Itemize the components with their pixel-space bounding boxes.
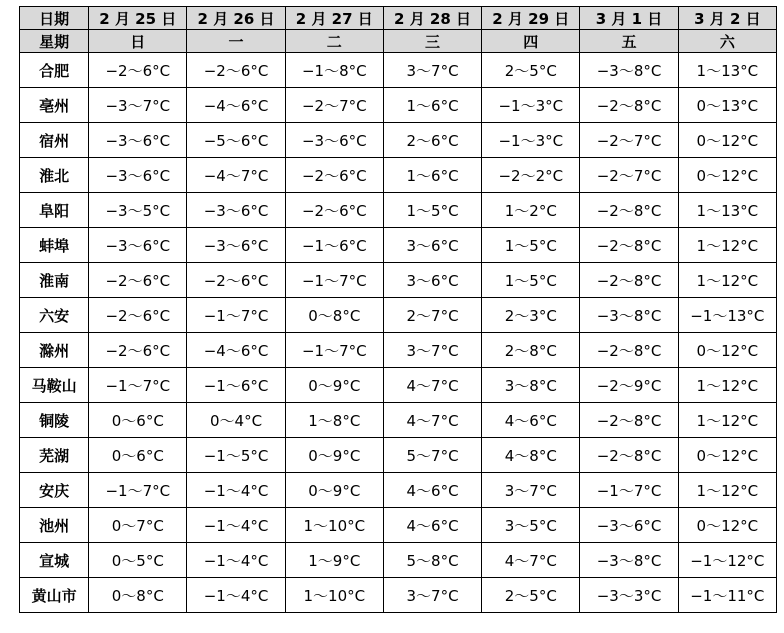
temperature-cell: 0～7°C — [89, 508, 187, 543]
temperature-cell: −2～6°C — [89, 333, 187, 368]
city-name-cell: 芜湖 — [20, 438, 89, 473]
temperature-cell: 2～5°C — [482, 578, 580, 613]
temperature-cell: 2～3°C — [482, 298, 580, 333]
temperature-cell: −1～4°C — [187, 508, 285, 543]
temperature-cell: 1～13°C — [678, 53, 776, 88]
city-name-cell: 六安 — [20, 298, 89, 333]
temperature-cell: 1～5°C — [383, 193, 481, 228]
temperature-cell: 0～12°C — [678, 158, 776, 193]
temperature-cell: −3～6°C — [187, 193, 285, 228]
temperature-cell: −2～6°C — [187, 53, 285, 88]
temperature-cell: 0～5°C — [89, 543, 187, 578]
city-name-cell: 铜陵 — [20, 403, 89, 438]
temperature-cell: 0～12°C — [678, 438, 776, 473]
temperature-cell: 3～7°C — [383, 578, 481, 613]
city-name-cell: 蚌埠 — [20, 228, 89, 263]
city-name-cell: 宣城 — [20, 543, 89, 578]
temperature-cell: 3～5°C — [482, 508, 580, 543]
table-row — [20, 403, 777, 438]
date-header-row — [20, 7, 777, 30]
temperature-cell: −1～6°C — [285, 228, 383, 263]
date-header-cell: 3 月 1 日 — [580, 7, 678, 30]
temperature-cell: −2～8°C — [580, 88, 678, 123]
temperature-cell: −2～6°C — [285, 158, 383, 193]
temperature-cell: 5～7°C — [383, 438, 481, 473]
weekday-header-cell: 一 — [187, 30, 285, 53]
temperature-cell: −1～3°C — [482, 88, 580, 123]
weekday-header-cell: 三 — [383, 30, 481, 53]
temperature-cell: 1～8°C — [285, 403, 383, 438]
date-header-cell: 2 月 29 日 — [482, 7, 580, 30]
temperature-cell: −1～4°C — [187, 473, 285, 508]
weekday-header-cell: 六 — [678, 30, 776, 53]
temperature-cell: −1～7°C — [89, 473, 187, 508]
temperature-cell: 1～6°C — [383, 88, 481, 123]
temperature-cell: 1～10°C — [285, 578, 383, 613]
temperature-cell: −3～8°C — [580, 298, 678, 333]
temperature-cell: 1～2°C — [482, 193, 580, 228]
temperature-cell: −1～7°C — [580, 473, 678, 508]
temperature-cell: −1～4°C — [187, 578, 285, 613]
temperature-cell: −2～8°C — [580, 263, 678, 298]
date-header-cell: 2 月 27 日 — [285, 7, 383, 30]
temperature-cell: −1～4°C — [187, 543, 285, 578]
temperature-cell: −5～6°C — [187, 123, 285, 158]
temperature-cell: −1～13°C — [678, 298, 776, 333]
temperature-cell: −3～6°C — [285, 123, 383, 158]
temperature-cell: −3～7°C — [89, 88, 187, 123]
temperature-cell: −2～9°C — [580, 368, 678, 403]
temperature-cell: 3～6°C — [383, 228, 481, 263]
table-row — [20, 53, 777, 88]
temperature-cell: −2～6°C — [89, 53, 187, 88]
temperature-cell: −2～8°C — [580, 403, 678, 438]
table-row — [20, 508, 777, 543]
temperature-cell: 4～6°C — [482, 403, 580, 438]
temperature-cell: 4～6°C — [383, 508, 481, 543]
temperature-cell: 1～12°C — [678, 228, 776, 263]
table-row — [20, 298, 777, 333]
temperature-cell: −3～3°C — [580, 578, 678, 613]
date-header-cell: 3 月 2 日 — [678, 7, 776, 30]
temperature-cell: 3～7°C — [383, 53, 481, 88]
temperature-cell: −4～7°C — [187, 158, 285, 193]
city-name-cell: 亳州 — [20, 88, 89, 123]
temperature-cell: 3～6°C — [383, 263, 481, 298]
temperature-cell: −4～6°C — [187, 333, 285, 368]
weather-forecast-table — [19, 6, 777, 613]
temperature-cell: −2～6°C — [89, 263, 187, 298]
date-header-cell: 2 月 28 日 — [383, 7, 481, 30]
temperature-cell: −2～6°C — [89, 298, 187, 333]
table-row — [20, 263, 777, 298]
temperature-cell: −1～6°C — [187, 368, 285, 403]
temperature-cell: 0～13°C — [678, 88, 776, 123]
temperature-cell: 1～6°C — [383, 158, 481, 193]
temperature-cell: −2～8°C — [580, 333, 678, 368]
temperature-cell: 5～8°C — [383, 543, 481, 578]
table-row — [20, 438, 777, 473]
temperature-cell: −1～7°C — [89, 368, 187, 403]
temperature-cell: −2～8°C — [580, 228, 678, 263]
temperature-cell: −2～7°C — [580, 158, 678, 193]
temperature-cell: −3～6°C — [89, 158, 187, 193]
weekday-header-cell: 五 — [580, 30, 678, 53]
temperature-cell: −3～6°C — [89, 228, 187, 263]
temperature-cell: 4～7°C — [383, 368, 481, 403]
temperature-cell: −2～7°C — [580, 123, 678, 158]
temperature-cell: 0～12°C — [678, 333, 776, 368]
city-name-cell: 阜阳 — [20, 193, 89, 228]
temperature-cell: 0～9°C — [285, 473, 383, 508]
temperature-cell: 1～12°C — [678, 368, 776, 403]
temperature-cell: 4～7°C — [482, 543, 580, 578]
temperature-cell: −2～2°C — [482, 158, 580, 193]
temperature-cell: 2～5°C — [482, 53, 580, 88]
temperature-cell: 0～8°C — [285, 298, 383, 333]
city-name-cell: 滁州 — [20, 333, 89, 368]
city-name-cell: 淮北 — [20, 158, 89, 193]
weekday-header-label: 星期 — [20, 30, 89, 53]
temperature-cell: 1～12°C — [678, 473, 776, 508]
city-name-cell: 合肥 — [20, 53, 89, 88]
table-row — [20, 158, 777, 193]
date-header-cell: 2 月 26 日 — [187, 7, 285, 30]
table-row — [20, 123, 777, 158]
weekday-header-cell: 四 — [482, 30, 580, 53]
temperature-cell: 0～9°C — [285, 438, 383, 473]
weekday-header-row — [20, 30, 777, 53]
temperature-cell: 2～8°C — [482, 333, 580, 368]
city-name-cell: 黄山市 — [20, 578, 89, 613]
city-name-cell: 安庆 — [20, 473, 89, 508]
temperature-cell: −4～6°C — [187, 88, 285, 123]
table-row — [20, 473, 777, 508]
temperature-cell: −1～7°C — [285, 263, 383, 298]
weekday-header-cell: 二 — [285, 30, 383, 53]
table-row — [20, 193, 777, 228]
temperature-cell: −2～8°C — [580, 438, 678, 473]
temperature-cell: 1～10°C — [285, 508, 383, 543]
temperature-cell: −3～6°C — [580, 508, 678, 543]
temperature-cell: 0～8°C — [89, 578, 187, 613]
temperature-cell: −1～11°C — [678, 578, 776, 613]
temperature-cell: 0～9°C — [285, 368, 383, 403]
temperature-cell: −2～6°C — [285, 193, 383, 228]
date-header-cell: 2 月 25 日 — [89, 7, 187, 30]
temperature-cell: −2～8°C — [580, 193, 678, 228]
temperature-cell: 0～4°C — [187, 403, 285, 438]
temperature-cell: 1～9°C — [285, 543, 383, 578]
temperature-cell: −1～8°C — [285, 53, 383, 88]
date-header-label: 日期 — [20, 7, 89, 30]
temperature-cell: 0～6°C — [89, 403, 187, 438]
table-row — [20, 368, 777, 403]
temperature-cell: 4～8°C — [482, 438, 580, 473]
temperature-cell: 4～6°C — [383, 473, 481, 508]
city-name-cell: 池州 — [20, 508, 89, 543]
city-name-cell: 宿州 — [20, 123, 89, 158]
table-row — [20, 88, 777, 123]
temperature-cell: 3～7°C — [383, 333, 481, 368]
temperature-cell: 2～7°C — [383, 298, 481, 333]
temperature-cell: −3～5°C — [89, 193, 187, 228]
temperature-cell: 0～12°C — [678, 508, 776, 543]
table-row — [20, 578, 777, 613]
temperature-cell: 2～6°C — [383, 123, 481, 158]
city-name-cell: 马鞍山 — [20, 368, 89, 403]
temperature-cell: 1～12°C — [678, 403, 776, 438]
table-row — [20, 228, 777, 263]
temperature-cell: 0～6°C — [89, 438, 187, 473]
temperature-cell: 1～12°C — [678, 263, 776, 298]
temperature-cell: −1～7°C — [187, 298, 285, 333]
temperature-cell: 0～12°C — [678, 123, 776, 158]
temperature-cell: 4～7°C — [383, 403, 481, 438]
temperature-cell: 1～5°C — [482, 228, 580, 263]
temperature-cell: −1～7°C — [285, 333, 383, 368]
temperature-cell: −2～7°C — [285, 88, 383, 123]
temperature-cell: 3～8°C — [482, 368, 580, 403]
table-row — [20, 543, 777, 578]
temperature-cell: −1～5°C — [187, 438, 285, 473]
table-row — [20, 333, 777, 368]
temperature-cell: −2～6°C — [187, 263, 285, 298]
temperature-cell: −1～3°C — [482, 123, 580, 158]
temperature-cell: −3～8°C — [580, 543, 678, 578]
temperature-cell: 1～13°C — [678, 193, 776, 228]
temperature-cell: −3～6°C — [89, 123, 187, 158]
temperature-cell: 1～5°C — [482, 263, 580, 298]
temperature-cell: −1～12°C — [678, 543, 776, 578]
temperature-cell: −3～8°C — [580, 53, 678, 88]
weekday-header-cell: 日 — [89, 30, 187, 53]
temperature-cell: −3～6°C — [187, 228, 285, 263]
city-name-cell: 淮南 — [20, 263, 89, 298]
temperature-cell: 3～7°C — [482, 473, 580, 508]
